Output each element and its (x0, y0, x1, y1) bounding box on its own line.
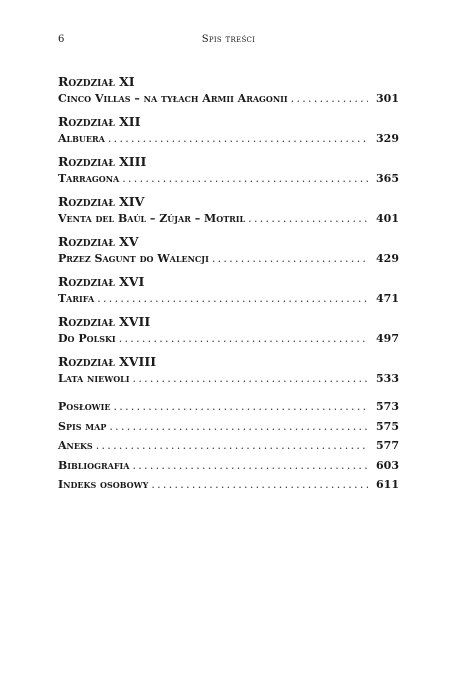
dot-leader (151, 475, 368, 495)
chapter-heading: Rozdział XIII (58, 154, 147, 169)
toc-chapter (58, 194, 399, 227)
toc-entry-page: 365 (376, 172, 399, 185)
toc-entry-title: Tarragona (58, 172, 120, 185)
dot-leader (212, 250, 368, 267)
toc-entry-title: Indeks osobowy (58, 478, 149, 491)
toc-entry[interactable] (58, 475, 399, 495)
toc-entry-title: Do Polski (58, 332, 116, 345)
running-title: Spis treści (201, 34, 256, 45)
toc-entry-page: 401 (376, 212, 399, 225)
toc-entry-title: Posłowie (58, 400, 111, 413)
chapter-heading: Rozdział XVIII (58, 354, 157, 369)
dot-leader (96, 436, 368, 456)
dot-leader (109, 417, 368, 437)
table-of-contents (58, 74, 399, 495)
toc-chapter (58, 234, 399, 267)
toc-entry-page: 577 (376, 439, 399, 452)
toc-chapter (58, 354, 399, 387)
toc-entry-page: 329 (376, 132, 399, 145)
toc-entry-page: 429 (376, 252, 399, 265)
chapter-heading: Rozdział XI (58, 74, 135, 89)
toc-entry-title: Albuera (58, 132, 105, 145)
dot-leader (114, 397, 369, 417)
toc-chapter (58, 274, 399, 307)
toc-entry[interactable] (58, 130, 399, 147)
chapter-heading: Rozdział XVII (58, 314, 151, 329)
toc-chapter (58, 114, 399, 147)
toc-entry-page: 471 (376, 292, 399, 305)
dot-leader (122, 170, 368, 187)
toc-entry-title: Venta del Baúl – Zújar – Motril (58, 212, 246, 225)
chapter-heading: Rozdział XII (58, 114, 141, 129)
chapter-heading: Rozdział XIV (58, 194, 145, 209)
dot-leader (108, 130, 368, 147)
dot-leader (97, 290, 368, 307)
page-header (58, 34, 399, 48)
toc-entry-title: Cinco Villas – na tyłach Armii Aragonii (58, 92, 288, 105)
toc-entry[interactable] (58, 370, 399, 387)
toc-entry-page: 611 (376, 478, 399, 491)
toc-entry-title: Aneks (58, 439, 93, 452)
toc-entry[interactable] (58, 330, 399, 347)
dot-leader (248, 210, 368, 227)
toc-entry-page: 301 (376, 92, 399, 105)
toc-chapter (58, 154, 399, 187)
toc-entry[interactable] (58, 210, 399, 227)
toc-entry-title: Przez Sagunt do Walencji (58, 252, 209, 265)
dot-leader (133, 370, 369, 387)
toc-chapter (58, 314, 399, 347)
back-matter-list (58, 397, 399, 495)
toc-entry[interactable] (58, 417, 399, 437)
toc-entry-title: Spis map (58, 419, 107, 433)
chapter-heading: Rozdział XVI (58, 274, 145, 289)
toc-entry[interactable] (58, 436, 399, 456)
toc-entry-title: Lata niewoli (58, 372, 130, 385)
toc-entry[interactable] (58, 90, 399, 107)
toc-entry-page: 533 (376, 372, 399, 385)
dot-leader (119, 330, 368, 347)
toc-entry-page: 603 (376, 458, 399, 472)
toc-entry-page: 575 (376, 419, 399, 433)
page-number: 6 (58, 34, 65, 45)
toc-entry[interactable] (58, 290, 399, 307)
dot-leader (132, 456, 368, 476)
chapter-heading: Rozdział XV (58, 234, 139, 249)
toc-entry[interactable] (58, 170, 399, 187)
toc-entry[interactable] (58, 456, 399, 476)
toc-entry-page: 573 (376, 400, 399, 413)
toc-entry[interactable] (58, 250, 399, 267)
toc-entry-title: Tarifa (58, 292, 95, 305)
toc-entry[interactable] (58, 397, 399, 417)
toc-entry-page: 497 (376, 332, 399, 345)
toc-chapter (58, 74, 399, 107)
dot-leader (291, 90, 368, 107)
toc-entry-title: Bibliografia (58, 458, 130, 472)
